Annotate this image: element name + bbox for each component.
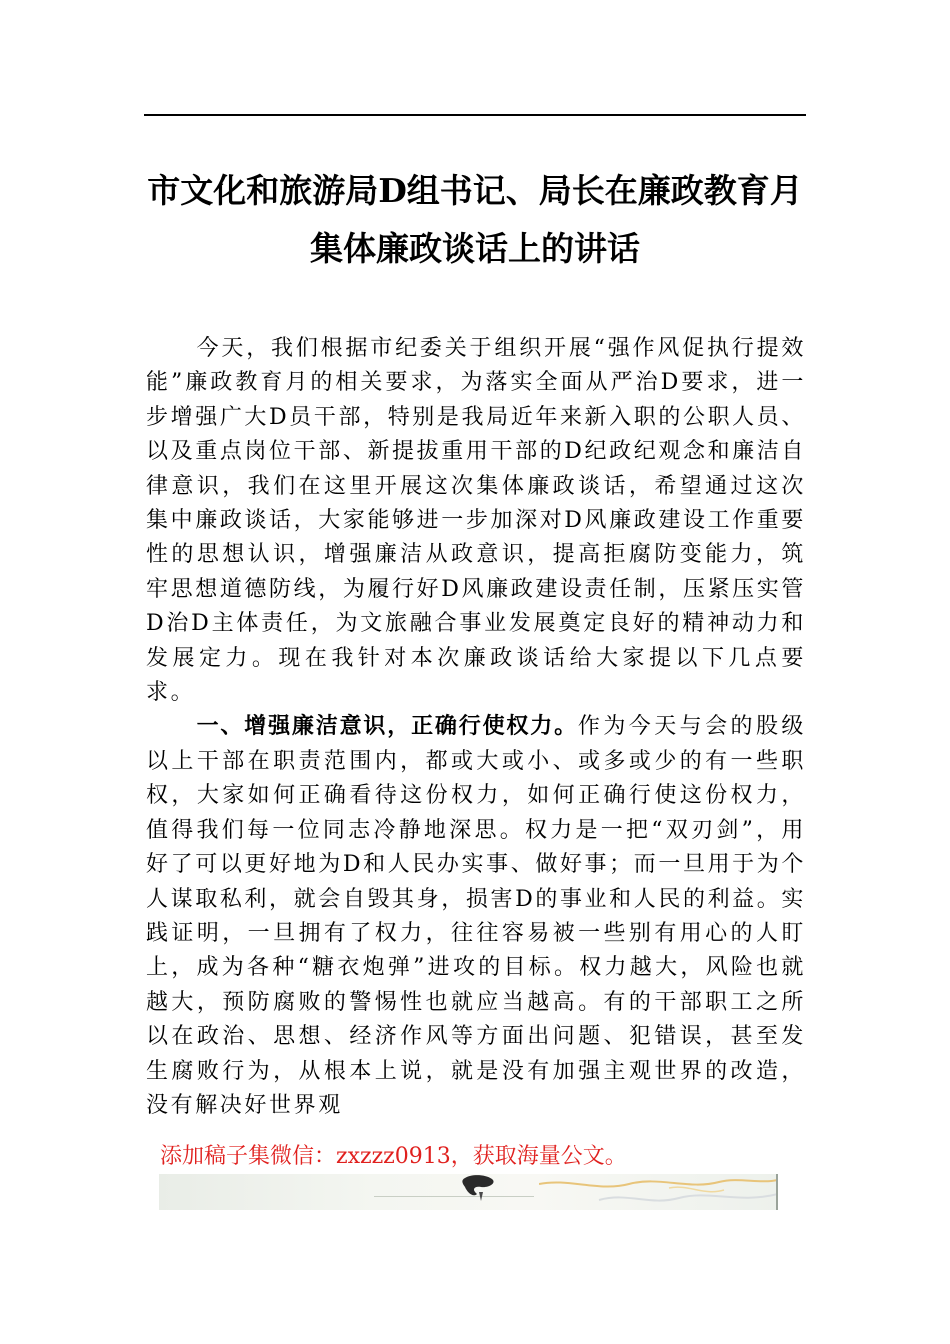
banner-edge bbox=[776, 1174, 778, 1210]
section-1-paragraph bbox=[146, 710, 806, 1123]
section-1-heading: 一、增强廉洁意识，正确行使权力。 bbox=[196, 714, 578, 740]
intro-paragraph: 今天，我们根据市纪委关于组织开展“强作风促执行提效能”廉政教育月的相关要求，为落实全面从严治D要求，进一步增强广大D员干部，特别是我局近年来新入职的公职人员、以及重点岗位干部、新提拔重用干部的D纪政纪观念和廉洁自律意识，我们在这里开展这次集体廉政谈话，希望通过这次集中廉政谈话，大家能够进一步加深对D风廉政建设工作重要性的思想认识，增强廉洁从政意识，提高拒腐防变能力，筑牢思想道德防线，为履行好D风廉政建设责任制，压紧压实管D治D主体责任，为文旅融合事业发展奠定良好的精神动力和发展定力。现在我针对本次廉政谈话给大家提以下几点要求。 bbox=[146, 336, 806, 706]
wave-pattern-icon bbox=[539, 1174, 778, 1210]
banner-divider bbox=[374, 1196, 534, 1197]
wechat-notice: 添加稿子集微信：zxzzz0913，获取海量公文。 bbox=[160, 1144, 627, 1169]
header-rule bbox=[144, 114, 806, 116]
document-body bbox=[146, 332, 806, 1123]
ink-blot-icon bbox=[459, 1174, 499, 1204]
document-title: 市文化和旅游局D组书记、局长在廉政教育月集体廉政谈话上的讲话 bbox=[147, 171, 803, 268]
decorative-banner-image bbox=[159, 1174, 778, 1210]
section-1-text: 作为今天与会的股级以上干部在职责范围内，都或大或小、或多或少的有一些职权，大家如何正确看待这份权力，如何正确行使这份权力，值得我们每一位同志冷静地深思。权力是一把“双刃剑”，用好了可以更好地为D和人民办实事、做好事；而一旦用于为个人谋取私利，就会自毁其身，损害D的事业和人民的利益。实践证明，一旦拥有了权力，往往容易被一些别有用心的人盯上，成为各种“糖衣炮弹”进攻的目标。权力越大，风险也就越大，预防腐败的警惕性也就应当越高。有的干部职工之所以在政治、思想、经济作风等方面出问题、犯错误，甚至发生腐败行为，从根本上说，就是没有加强主观世界的改造，没有解决好世界观 bbox=[146, 714, 806, 1118]
